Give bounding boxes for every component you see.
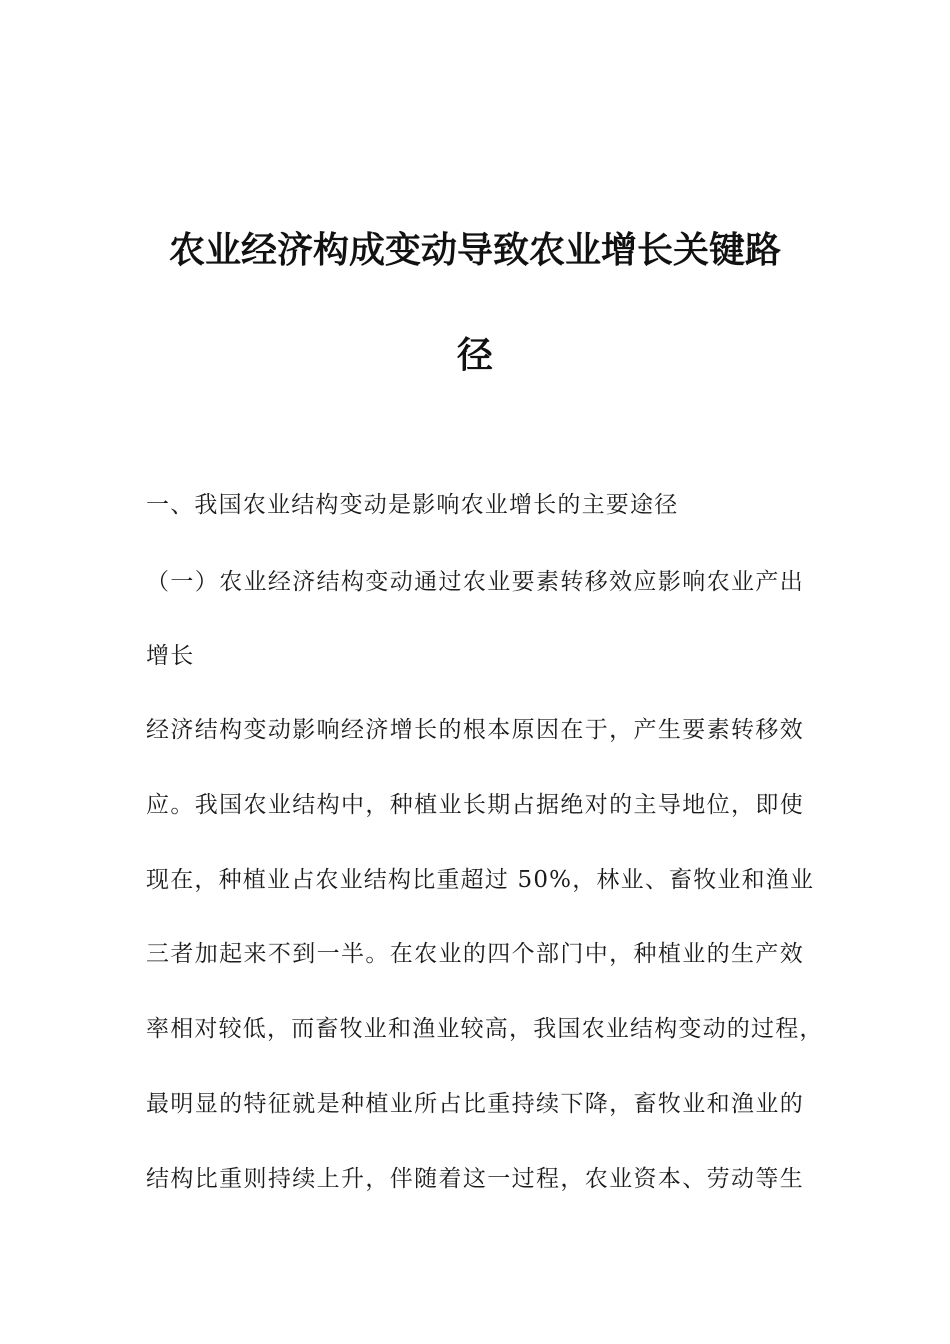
paragraph-line-4: 三者加起来不到一半。在农业的四个部门中，种植业的生产效 — [146, 941, 804, 967]
paragraph-line-1: 经济结构变动影响经济增长的根本原因在于，产生要素转移效 — [146, 717, 804, 743]
paragraph-line-2: 应。我国农业结构中，种植业长期占据绝对的主导地位，即使 — [146, 792, 804, 818]
document-title-line-2: 径 — [456, 335, 493, 376]
paragraph-line-6: 最明显的特征就是种植业所占比重持续下降，畜牧业和渔业的 — [146, 1091, 804, 1117]
section-heading: 一、我国农业结构变动是影响农业增长的主要途径 — [146, 492, 679, 518]
subsection-heading-line-1: （一）农业经济结构变动通过农业要素转移效应影响农业产出 — [146, 569, 804, 595]
paragraph-line-7: 结构比重则持续上升，伴随着这一过程，农业资本、劳动等生 — [146, 1166, 804, 1192]
document-title-line-1: 农业经济构成变动导致农业增长关键路 — [168, 230, 781, 271]
paragraph-line-3: 现在，种植业占农业结构比重超过 50%，林业、畜牧业和渔业 — [146, 867, 815, 893]
paragraph-line-5: 率相对较低，而畜牧业和渔业较高，我国农业结构变动的过程， — [146, 1016, 824, 1042]
subsection-heading-line-2: 增长 — [146, 643, 195, 669]
